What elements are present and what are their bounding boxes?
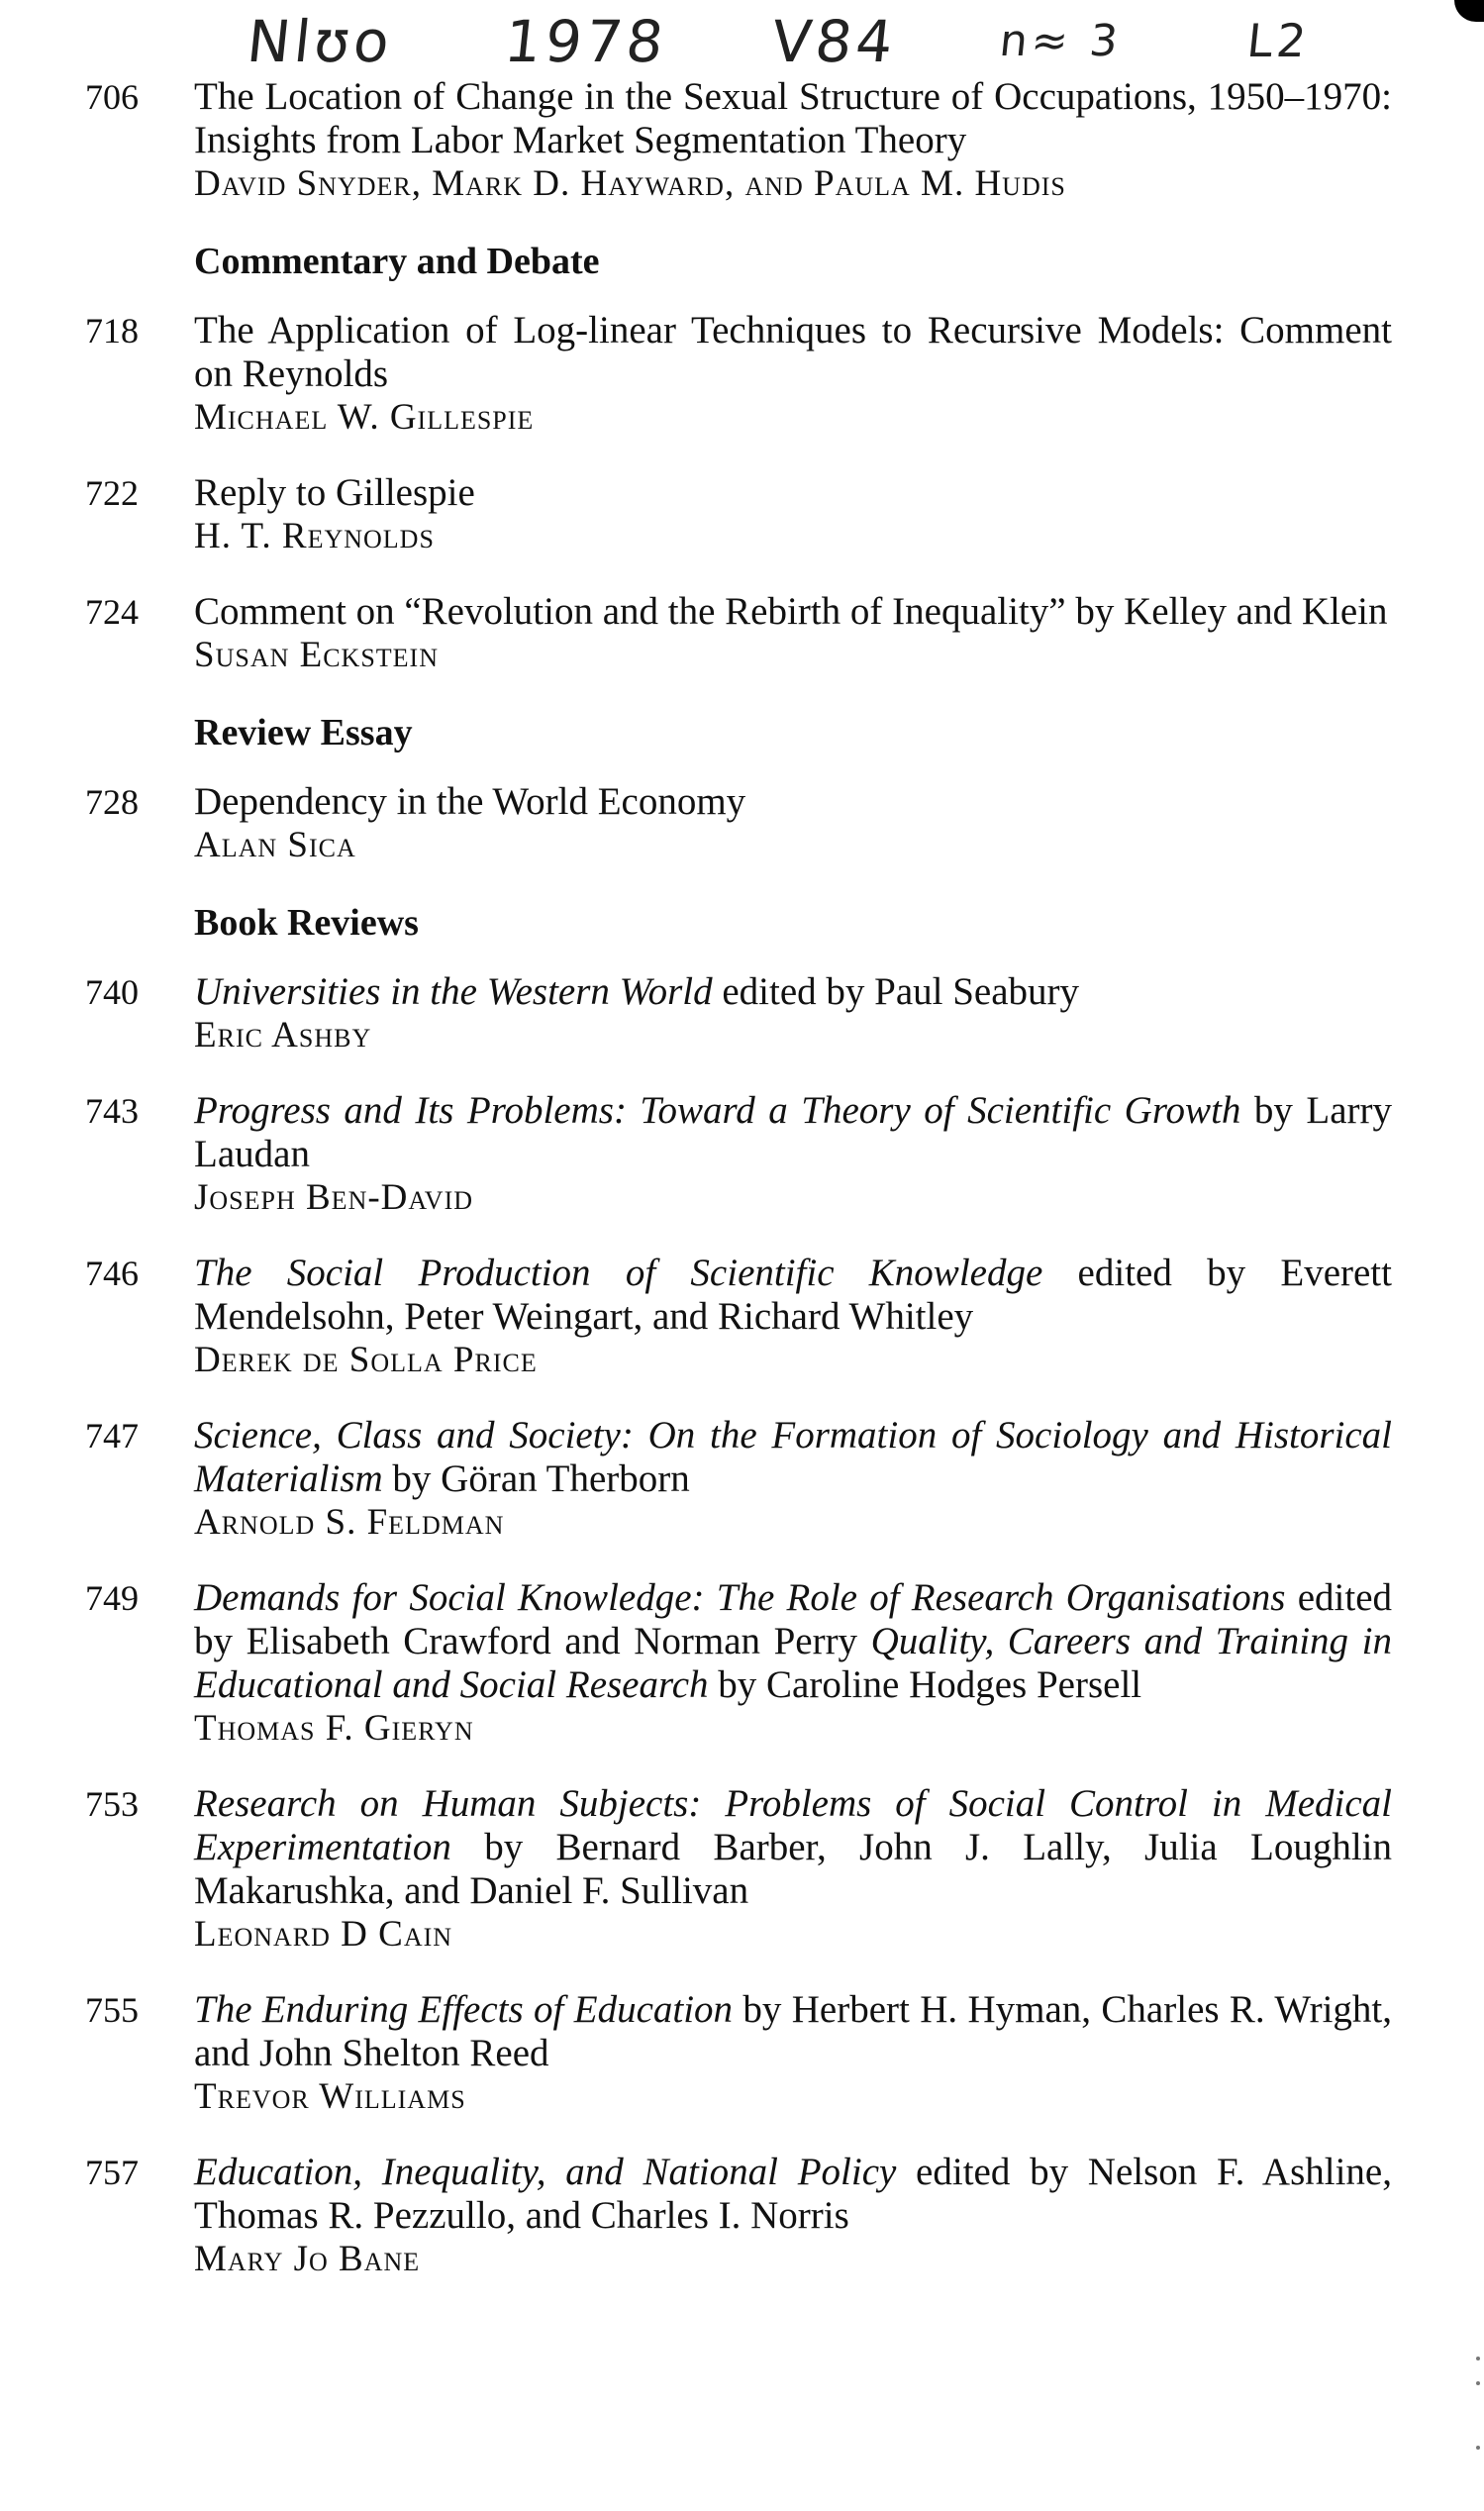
page-number: 724 bbox=[85, 592, 139, 632]
entry-content bbox=[194, 2151, 1392, 2281]
author-name: Trevor Williams bbox=[194, 2076, 466, 2117]
handwritten-note: L2 bbox=[1244, 14, 1313, 67]
entry-title bbox=[194, 75, 1392, 162]
page-number: 746 bbox=[85, 1254, 139, 1293]
scan-speck bbox=[1476, 2381, 1480, 2385]
scan-speck bbox=[1476, 2446, 1480, 2450]
scan-edge-mark bbox=[1454, 0, 1484, 22]
scan-speck bbox=[1476, 2357, 1480, 2360]
entry-content bbox=[194, 1782, 1392, 1957]
page-number: 747 bbox=[85, 1416, 139, 1456]
entry-title bbox=[194, 1414, 1392, 1501]
title-text: edited by Everett Mendelsohn, Peter Weingart, and Richard Whitley bbox=[194, 1252, 1392, 1338]
title-text: The Location of Change in the Sexual Structure of Occupations, 1950–1970: Insights from Labor Market Segmentation Theory bbox=[194, 75, 1392, 161]
title-text: edited by Paul Seabury bbox=[712, 970, 1080, 1013]
entry-title bbox=[194, 1988, 1392, 2075]
entry-content bbox=[194, 1414, 1392, 1545]
page-number: 743 bbox=[85, 1091, 139, 1131]
title-text: by Göran Therborn bbox=[382, 1457, 690, 1500]
book-title: Science, Class and Society: On the Formation of Sociology and Historical Materialism bbox=[194, 1414, 1392, 1500]
title-text: by Larry Laudan bbox=[194, 1089, 1393, 1175]
entry-title bbox=[194, 1576, 1392, 1707]
entry-title bbox=[194, 1252, 1392, 1339]
title-text: Comment on “Revolution and the Rebirth of Inequality” by Kelley and Klein bbox=[194, 590, 1388, 633]
toc-entry bbox=[85, 471, 1392, 558]
section-heading: Review Essay bbox=[194, 712, 413, 753]
toc-entry bbox=[85, 1089, 1392, 1220]
title-text: by Herbert H. Hyman, Charles R. Wright, and John Shelton Reed bbox=[194, 1988, 1392, 2074]
book-title: Education, Inequality, and National Policy bbox=[194, 2151, 897, 2193]
handwritten-annotation bbox=[244, 8, 1336, 77]
entry-title bbox=[194, 2151, 1392, 2238]
toc-entry bbox=[85, 2151, 1392, 2281]
author-name: Joseph Ben-David bbox=[194, 1177, 474, 1218]
title-text: by Caroline Hodges Persell bbox=[708, 1663, 1142, 1706]
author-name: Arnold S. Feldman bbox=[194, 1502, 505, 1543]
page-number: 706 bbox=[85, 77, 139, 117]
author-name: Derek de Solla Price bbox=[194, 1340, 538, 1380]
entry-content bbox=[194, 309, 1392, 440]
book-title: Progress and Its Problems: Toward a Theory of Scientific Growth bbox=[194, 1089, 1241, 1132]
toc-entry bbox=[85, 1414, 1392, 1545]
toc-entry bbox=[85, 309, 1392, 440]
author-name: Mary Jo Bane bbox=[194, 2239, 421, 2279]
toc-entry bbox=[85, 970, 1392, 1057]
page-number: 740 bbox=[85, 972, 139, 1012]
book-title: Universities in the Western World bbox=[194, 970, 713, 1013]
author-name: H. T. Reynolds bbox=[194, 516, 435, 556]
page-number: 757 bbox=[85, 2153, 139, 2192]
page-number: 722 bbox=[85, 473, 139, 513]
entry-title bbox=[194, 1782, 1392, 1913]
toc-entry bbox=[85, 780, 1392, 867]
toc-entry bbox=[85, 590, 1392, 677]
entry-title bbox=[194, 590, 1392, 634]
entry-content bbox=[194, 590, 1392, 677]
entry-title bbox=[194, 1089, 1392, 1176]
book-title: The Enduring Effects of Education bbox=[194, 1988, 734, 2031]
entry-content bbox=[194, 75, 1392, 206]
page-number: 728 bbox=[85, 782, 139, 822]
toc-entry bbox=[85, 1252, 1392, 1382]
toc-entry bbox=[85, 1576, 1392, 1751]
page-number: 718 bbox=[85, 311, 139, 351]
entry-content bbox=[194, 780, 1392, 867]
entry-content bbox=[194, 1988, 1392, 2119]
title-text: Dependency in the World Economy bbox=[194, 780, 746, 823]
handwritten-note: n≈ 3 bbox=[997, 16, 1125, 66]
page-number: 755 bbox=[85, 1990, 139, 2030]
toc-entry bbox=[85, 1988, 1392, 2119]
page-number: 749 bbox=[85, 1578, 139, 1618]
entry-content bbox=[194, 471, 1392, 558]
title-text: by Bernard Barber, John J. Lally, Julia Loughlin Makarushka, and Daniel F. Sullivan bbox=[194, 1826, 1392, 1912]
entry-content bbox=[194, 1576, 1392, 1751]
title-text: edited by Nelson F. Ashline, Thomas R. Pezzullo, and Charles I. Norris bbox=[194, 2151, 1392, 2237]
entry-content bbox=[194, 1252, 1392, 1382]
author-name: Susan Eckstein bbox=[194, 635, 439, 675]
toc-entry bbox=[85, 1782, 1392, 1957]
title-text: Reply to Gillespie bbox=[194, 471, 475, 514]
toc-entry bbox=[85, 75, 1392, 206]
author-name: Thomas F. Gieryn bbox=[194, 1708, 474, 1749]
page-number: 753 bbox=[85, 1784, 139, 1824]
title-text: edited by Elisabeth Crawford and Norman Perry bbox=[194, 1576, 1393, 1662]
title-text: The Application of Log-linear Techniques to Recursive Models: Comment on Reynolds bbox=[194, 309, 1392, 395]
book-title: Quality, Careers and Training in Educational and Social Research bbox=[194, 1620, 1392, 1706]
author-name: Alan Sica bbox=[194, 825, 356, 865]
entry-title bbox=[194, 309, 1392, 396]
entry-title bbox=[194, 780, 1392, 824]
entry-title bbox=[194, 970, 1392, 1014]
handwritten-note: 1978 bbox=[501, 8, 671, 75]
book-title: Research on Human Subjects: Problems of Social Control in Medical Experimentation bbox=[194, 1782, 1392, 1868]
book-title: The Social Production of Scientific Knowledge bbox=[194, 1252, 1043, 1294]
author-name: David Snyder, Mark D. Hayward, and Paula M. Hudis bbox=[194, 163, 1066, 204]
handwritten-note: V84 bbox=[768, 8, 901, 75]
handwritten-note: Nlʊo bbox=[244, 8, 397, 75]
table-of-contents bbox=[85, 75, 1392, 2313]
author-name: Leonard D Cain bbox=[194, 1914, 453, 1955]
section-heading: Book Reviews bbox=[194, 902, 419, 944]
entry-content bbox=[194, 1089, 1392, 1220]
section-heading: Commentary and Debate bbox=[194, 241, 600, 282]
book-title: Demands for Social Knowledge: The Role of Research Organisations bbox=[194, 1576, 1286, 1619]
author-name: Michael W. Gillespie bbox=[194, 397, 535, 438]
entry-title bbox=[194, 471, 1392, 515]
entry-content bbox=[194, 970, 1392, 1057]
author-name: Eric Ashby bbox=[194, 1015, 372, 1055]
